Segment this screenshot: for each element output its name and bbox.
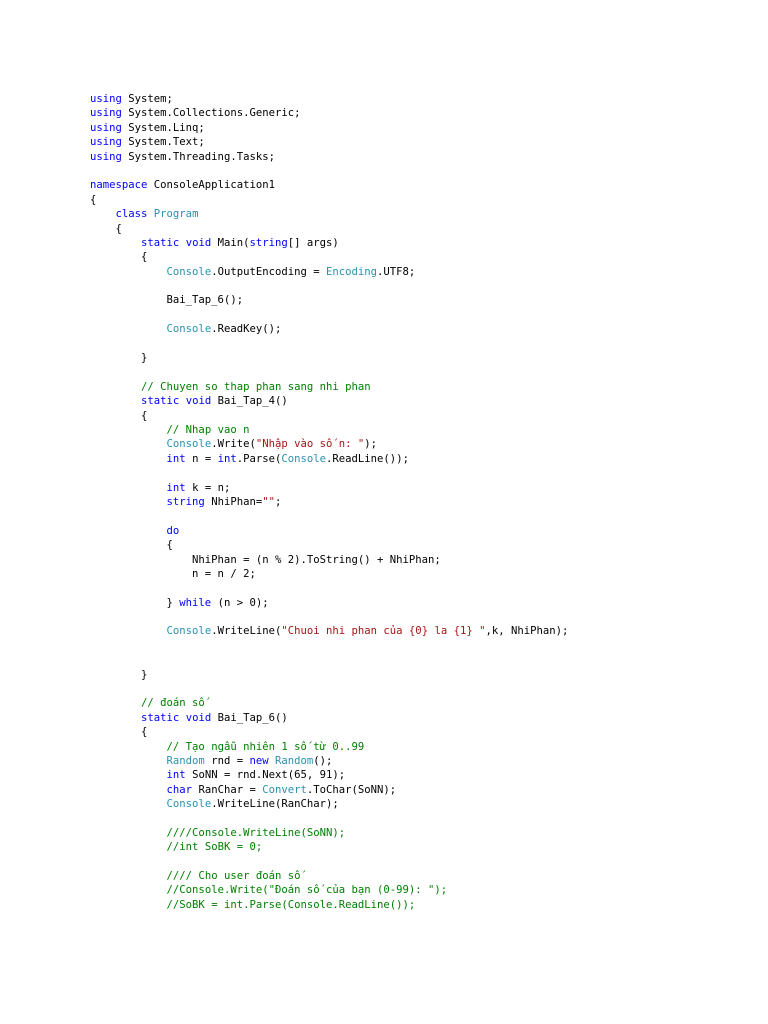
code-text — [90, 395, 141, 407]
code-line — [90, 783, 568, 797]
code-line — [90, 92, 568, 106]
code-text: .Parse( — [236, 452, 282, 465]
code-line — [90, 437, 568, 451]
code-line — [90, 898, 568, 912]
code-text: System.Linq; — [121, 121, 205, 134]
code-text: .WriteLine(RanChar); — [211, 798, 339, 811]
code-line — [90, 466, 568, 480]
code-text: { — [90, 222, 122, 235]
code-keyword: do — [166, 524, 180, 537]
code-line — [90, 653, 568, 667]
code-keyword: int — [166, 481, 186, 494]
code-line — [90, 394, 568, 408]
code-line — [90, 193, 568, 207]
code-keyword: void — [185, 711, 212, 724]
code-line — [90, 365, 568, 379]
code-text — [90, 266, 167, 278]
code-text — [90, 496, 167, 508]
code-comment: ////Console.WriteLine(SoNN); — [166, 826, 346, 839]
code-line — [90, 740, 568, 754]
code-line — [90, 380, 568, 394]
code-keyword: string — [249, 236, 288, 249]
code-keyword: int — [217, 452, 237, 465]
code-type: Console — [166, 438, 212, 451]
code-comment: //SoBK = int.Parse(Console.ReadLine()); — [166, 898, 416, 911]
code-line — [90, 207, 568, 221]
code-line — [90, 452, 568, 466]
code-listing — [90, 92, 568, 912]
code-keyword: string — [166, 495, 205, 508]
code-line — [90, 351, 568, 365]
code-line — [90, 725, 568, 739]
code-line — [90, 711, 568, 725]
code-line — [90, 409, 568, 423]
code-line — [90, 696, 568, 710]
code-comment: // Chuyen so thap phan sang nhi phan — [141, 380, 371, 393]
code-string: "" — [262, 495, 275, 508]
code-text: ); — [364, 438, 378, 451]
code-type: Console — [166, 265, 212, 278]
code-line — [90, 121, 568, 135]
code-line — [90, 509, 568, 523]
code-line — [90, 495, 568, 509]
code-text — [90, 208, 116, 220]
code-text: n = — [185, 452, 218, 465]
code-keyword: using — [90, 93, 122, 105]
code-text — [90, 237, 141, 249]
code-text: rnd = — [204, 754, 250, 767]
code-text: .ToChar(SoNN); — [306, 783, 397, 796]
code-text: .WriteLine( — [211, 625, 282, 638]
code-text: ; — [275, 495, 282, 508]
code-text — [90, 438, 167, 450]
code-text: [] args) — [287, 236, 339, 249]
code-line — [90, 308, 568, 322]
code-keyword: int — [166, 769, 186, 782]
code-line — [90, 279, 568, 293]
code-text: NhiPhan= — [204, 495, 263, 508]
code-text: System.Threading.Tasks; — [121, 150, 275, 163]
code-line — [90, 222, 568, 236]
code-text — [90, 798, 167, 810]
code-comment: //int SoBK = 0; — [166, 841, 263, 854]
code-keyword: static — [141, 711, 180, 724]
code-keyword: char — [166, 783, 193, 796]
code-line — [90, 538, 568, 552]
code-text: ,k, NhiPhan); — [485, 625, 569, 638]
code-text: Main( — [211, 236, 250, 249]
code-line — [90, 337, 568, 351]
code-line — [90, 250, 568, 264]
code-text — [90, 884, 167, 896]
code-text — [90, 870, 167, 882]
code-text: System.Text; — [121, 136, 205, 149]
code-text: { — [90, 539, 173, 552]
code-keyword: class — [115, 208, 148, 221]
code-line — [90, 869, 568, 883]
code-keyword: namespace — [90, 179, 148, 192]
code-text: .UTF8; — [377, 265, 416, 278]
code-line — [90, 624, 568, 638]
code-line — [90, 855, 568, 869]
code-line — [90, 106, 568, 120]
code-line — [90, 754, 568, 768]
code-line — [90, 596, 568, 610]
code-type: Program — [153, 208, 199, 221]
code-line — [90, 812, 568, 826]
code-text — [90, 841, 167, 853]
code-text: .ReadLine()); — [326, 452, 409, 465]
code-line — [90, 668, 568, 682]
code-line — [90, 581, 568, 595]
code-keyword: while — [179, 596, 212, 609]
code-line — [90, 265, 568, 279]
code-line — [90, 610, 568, 624]
code-keyword: void — [185, 395, 212, 408]
code-comment: // đoán số — [141, 697, 205, 710]
code-line — [90, 639, 568, 653]
code-text: ConsoleApplication1 — [147, 179, 275, 192]
code-text — [90, 697, 141, 709]
code-text: } — [90, 352, 148, 365]
code-line — [90, 423, 568, 437]
code-keyword: static — [141, 395, 180, 408]
code-text — [90, 899, 167, 911]
code-text: Bai_Tap_4() — [211, 395, 288, 408]
code-line — [90, 883, 568, 897]
code-text — [90, 769, 167, 781]
code-text — [90, 755, 167, 767]
code-text — [90, 424, 167, 436]
code-text: RanChar = — [192, 783, 263, 796]
code-text: Bai_Tap_6(); — [90, 294, 244, 307]
code-text: { — [90, 193, 97, 206]
code-text: { — [90, 251, 148, 264]
code-line — [90, 826, 568, 840]
code-type: Console — [166, 323, 212, 336]
code-comment: // Nhap vao n — [166, 423, 250, 436]
code-text: } — [90, 668, 148, 681]
code-keyword: new — [249, 754, 269, 767]
code-text: (n > 0); — [211, 596, 269, 609]
code-keyword: using — [90, 150, 122, 163]
code-text: .Write( — [211, 438, 256, 451]
code-text: System; — [121, 93, 173, 105]
code-line — [90, 481, 568, 495]
code-keyword: void — [185, 236, 212, 249]
code-type: Random — [166, 754, 205, 767]
code-text: SoNN = rnd.Next(65, 91); — [185, 769, 346, 782]
code-line — [90, 322, 568, 336]
code-keyword: using — [90, 107, 122, 120]
code-string: "Chuoi nhi phan của {0} la {1} " — [281, 625, 486, 638]
code-keyword: using — [90, 121, 122, 134]
code-keyword: using — [90, 136, 122, 149]
code-line — [90, 178, 568, 192]
code-line — [90, 553, 568, 567]
code-text: NhiPhan = (n % 2).ToString() + NhiPhan; — [90, 553, 441, 566]
code-text — [90, 741, 167, 753]
code-line — [90, 768, 568, 782]
code-comment: //// Cho user đoán số — [166, 870, 301, 883]
code-line — [90, 293, 568, 307]
code-text — [90, 525, 167, 537]
code-keyword: int — [166, 452, 186, 465]
code-string: "Nhập vào số n: " — [255, 438, 365, 451]
code-line — [90, 135, 568, 149]
code-text: Bai_Tap_6() — [211, 711, 288, 724]
code-line — [90, 150, 568, 164]
code-text — [90, 712, 141, 724]
code-text — [90, 323, 167, 335]
code-text: { — [90, 409, 148, 422]
code-keyword: static — [141, 236, 180, 249]
code-text: { — [90, 726, 148, 739]
code-type: Console — [166, 625, 212, 638]
code-line — [90, 164, 568, 178]
code-line — [90, 524, 568, 538]
code-text — [90, 784, 167, 796]
code-text — [90, 827, 167, 839]
code-type: Console — [281, 452, 327, 465]
code-text: .ReadKey(); — [211, 323, 282, 336]
code-text — [90, 482, 167, 494]
code-comment: // Tạo ngẫu nhiên 1 số từ 0..99 — [166, 740, 365, 753]
code-line — [90, 682, 568, 696]
code-text — [90, 625, 167, 637]
code-type: Encoding — [326, 265, 378, 278]
code-text: (); — [313, 754, 333, 767]
code-text: .OutputEncoding = — [211, 265, 327, 278]
code-text — [90, 381, 141, 393]
code-type: Console — [166, 798, 212, 811]
code-type: Convert — [262, 783, 307, 796]
code-line — [90, 236, 568, 250]
code-comment: //Console.Write("Đoán số của bạn (0-99): "); — [166, 884, 448, 897]
code-text: k = n; — [185, 481, 231, 494]
code-type: Random — [275, 754, 314, 767]
code-text: n = n / 2; — [90, 567, 256, 580]
code-line — [90, 567, 568, 581]
code-text: } — [90, 596, 180, 609]
code-line — [90, 840, 568, 854]
code-text: System.Collections.Generic; — [121, 107, 301, 120]
code-text — [90, 453, 167, 465]
code-line — [90, 797, 568, 811]
